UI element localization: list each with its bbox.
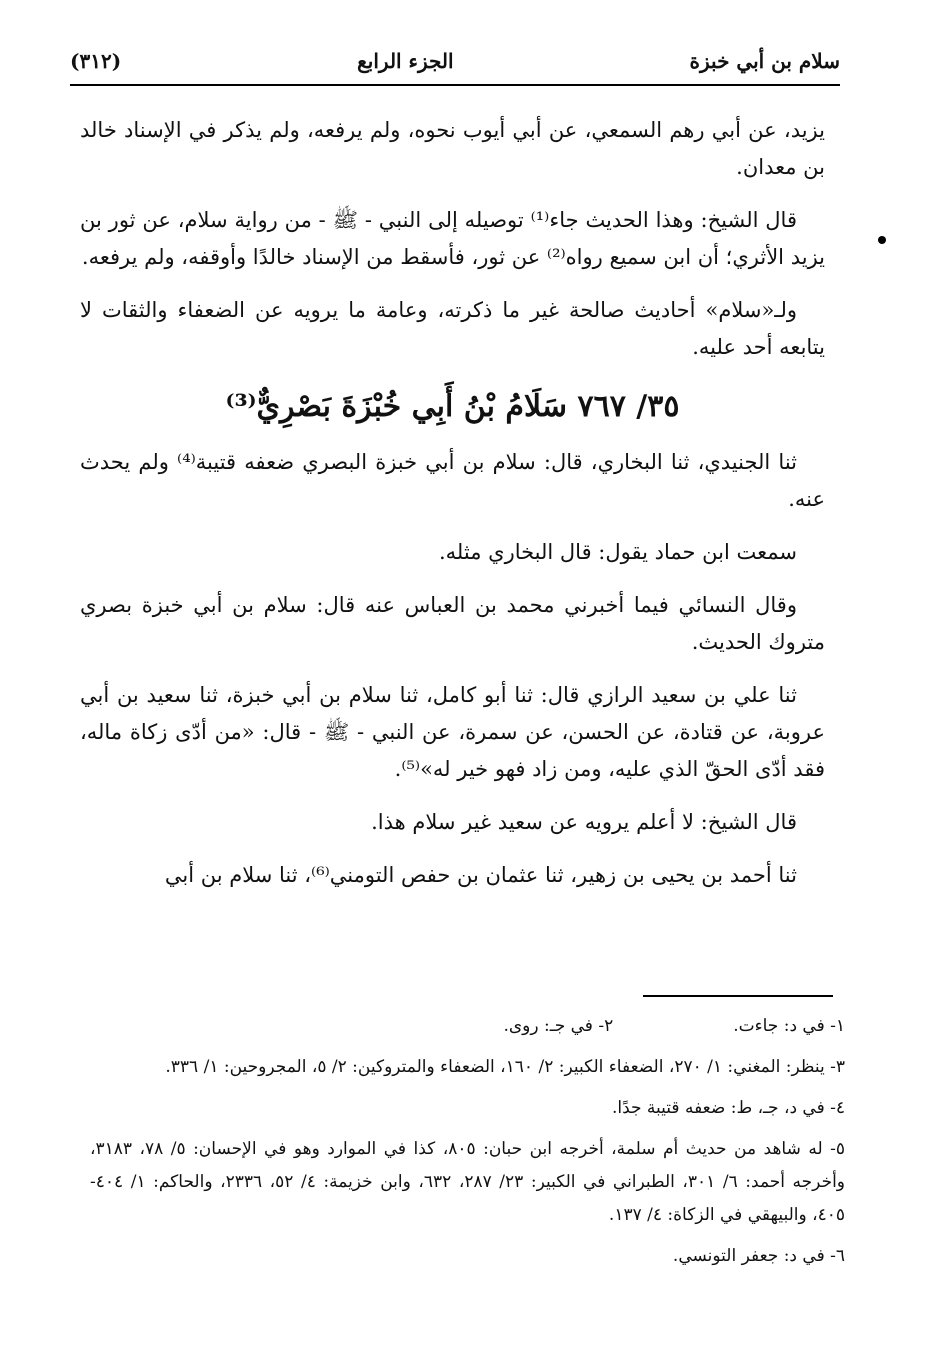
paragraph-7: ثنا علي بن سعيد الرازي قال: ثنا أبو كامل، ثنا سلام بن أبي خبزة، ثنا سعيد بن أبي عروبة، عن قتادة، عن الحسن، عن سمرة، عن النبي - ﷺ - قال: «من أدّى زكاة ماله، فقد أدّى الحقّ الذي عليه، ومن زاد فهو خير له»⁽⁵⁾. <box>80 683 825 781</box>
header-rule <box>70 84 840 86</box>
paragraph-2: قال الشيخ: وهذا الحديث جاء⁽¹⁾ توصيله إلى النبي - ﷺ - من رواية سلام، عن ثور بن يزيد الأثري؛ أن ابن سميع رواه⁽²⁾ عن ثور، فأسقط من الإسناد خالدًا وأوقفه، ولم يرفعه. <box>80 208 825 269</box>
paragraph-8: قال الشيخ: لا أعلم يرويه عن سعيد غير سلام هذا. <box>371 810 797 834</box>
volume-title: الجزء الرابع <box>357 49 454 73</box>
footnote-4: ٤- في د، جـ، ط: ضعفه قتيبة جدًا. <box>611 1098 845 1118</box>
footnote-rule <box>643 995 833 997</box>
footnote-row-1 <box>90 1010 845 1043</box>
footnote-5: ٥- له شاهد من حديث أم سلمة، أخرجه ابن حبان: ٨٠٥، كذا في الموارد وهو في الإحسان: ٥/ ٧٨، ٣١٨٣، وأخرجه أحمد: ٦/ ٣٠١، الطبراني في الكبير: ٢٣/ ٢٨٧، ٦٣٢، وابن خزيمة: ٤/ ٥٢، ٢٣٣٦، والحاكم: ١/ ٤٠٤- ٤٠٥، والبيهقي في الزكاة: ٤/ ١٣٧. <box>90 1139 846 1225</box>
footnote-1: ١- في د: جاءت. <box>733 1016 845 1036</box>
main-text <box>80 112 825 910</box>
footnotes <box>90 1010 845 1281</box>
paragraph-3: ولـ«سلام» أحاديث صالحة غير ما ذكرته، وعامة ما يرويه عن الضعفاء والثقات لا يتابعه أحد عليه. <box>80 298 825 359</box>
entry-title: ٣٥/ ٧٦٧ سَلَامُ بْنُ أَبِي خُبْزَةَ بَصْرِيٌّ⁽³⁾ <box>225 389 680 424</box>
page-header <box>70 40 840 82</box>
footnote-3: ٣- ينظر: المغني: ١/ ٢٧٠، الضعفاء الكبير: ٢/ ١٦٠، الضعفاء والمتروكين: ٢/ ٥، المجروحين: ١/ ٣٣٦. <box>165 1057 845 1077</box>
running-title: سلام بن أبي خبزة <box>689 49 840 73</box>
footnote-2: ٢- في جـ: روى. <box>503 1016 614 1036</box>
paragraph-1: يزيد، عن أبي رهم السمعي، عن أبي أيوب نحوه، ولم يرفعه، ولم يذكر في الإسناد خالد بن معدان. <box>80 118 825 179</box>
paragraph-6: وقال النسائي فيما أخبرني محمد بن العباس عنه قال: سلام بن أبي خبزة بصري متروك الحديث. <box>80 593 825 654</box>
paragraph-9: ثنا أحمد بن يحيى بن زهير، ثنا عثمان بن حفص التومني⁽⁶⁾، ثنا سلام بن أبي <box>164 863 797 887</box>
footnote-6: ٦- في د: جعفر التونسي. <box>672 1246 845 1266</box>
page-number: (٣١٢) <box>70 49 122 73</box>
paragraph-4: ثنا الجنيدي، ثنا البخاري، قال: سلام بن أبي خبزة البصري ضعفه قتيبة⁽⁴⁾ ولم يحدث عنه. <box>80 450 825 511</box>
paragraph-5: سمعت ابن حماد يقول: قال البخاري مثله. <box>439 540 797 564</box>
margin-dot <box>878 236 886 244</box>
